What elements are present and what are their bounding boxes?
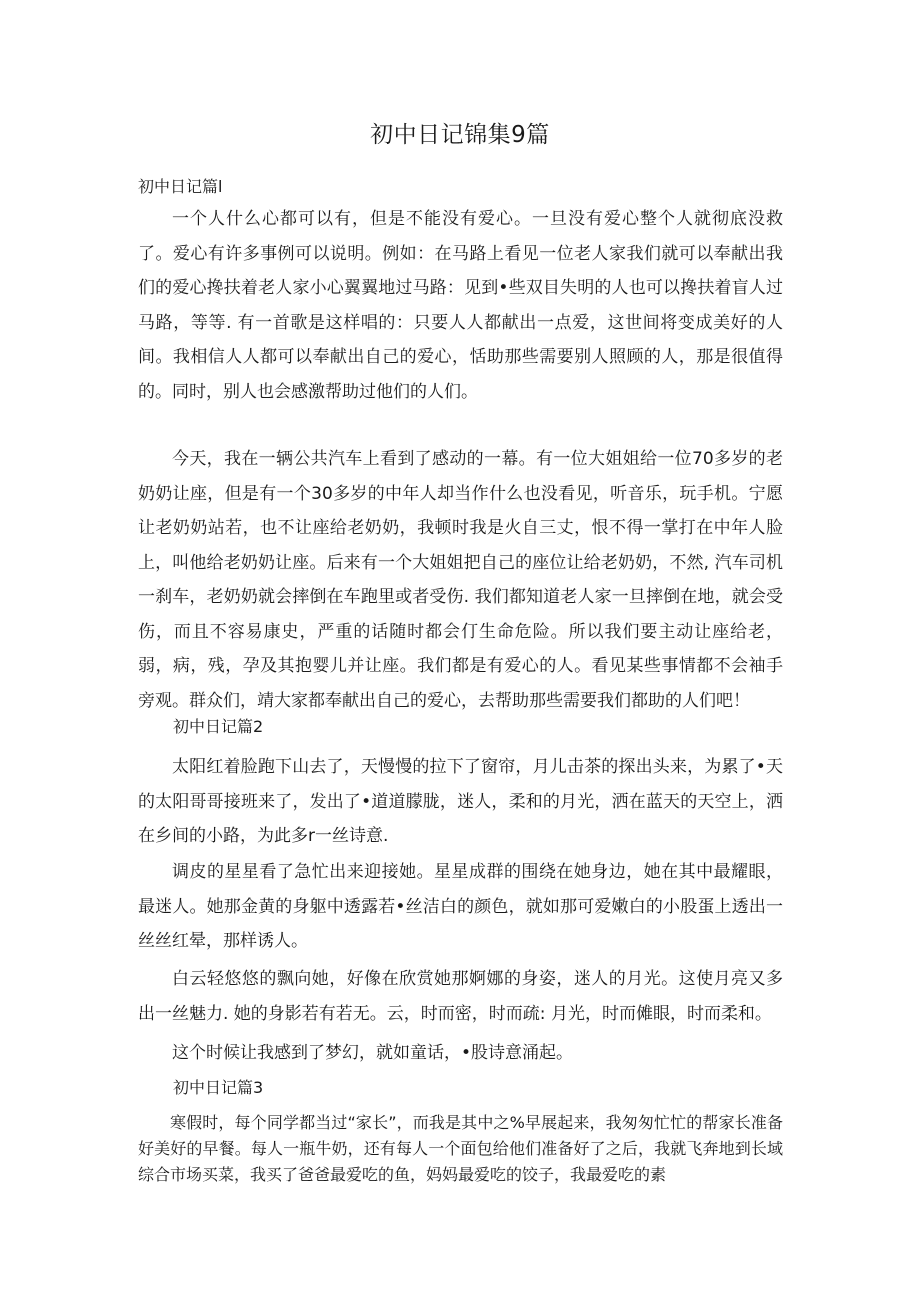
section-heading-3: 初中日记篇3 — [173, 1078, 264, 1097]
section-heading-2: 初中日记篇2 — [173, 717, 264, 736]
paragraph-3-1: 寒假时，每个同学都当过“家长”，而我是其中之%早展起来，我匆匆忙忙的帮家长准备好美好的早餐。每人一瓶牛奶，还有每人一个面包给他们准备好了之后，我就飞奔地到长域综合市场买菜，我买了爸爸最爱吃的鱼，妈妈最爱吃的饺子，我最爱吃的素 — [138, 1113, 783, 1184]
section-heading-1: 初中日记篇l — [138, 177, 223, 196]
paragraph-2-4: 这个时候让我感到了梦幻，就如童话，•股诗意涌起。 — [172, 1043, 574, 1063]
paragraph-2-2: 调皮的星星看了急忙出来迎接她。星星成群的围绕在她身边，她在其中最耀眼，最迷人。她那金黄的身躯中透露若•丝洁白的颜色，就如那可爱嫩白的小股蛋上透出一丝丝红晕，那样诱人。 — [138, 862, 783, 951]
document-title: 初中日记锦集9篇 — [370, 122, 550, 148]
paragraph-1-2: 今天，我在一辆公共汽车上看到了感动的一幕。有一位大姐姐给一位70多岁的老奶奶让座，但是有一个30多岁的中年人却当作什么也没看见，听音乐，玩手机。宁愿让老奶奶站若，也不让座给老奶奶，我顿时我是火自三丈，恨不得一掌打在中年人脸上，叫他给老奶奶让座。后来有一个大姐姐把自己的座位让给老奶奶，不然, 汽车司机一刹车，老奶奶就会摔倒在车跑里或者受伤. 我们都知道老人家一旦摔倒在地，就会受伤，而且不容易康史，严重的话随时都会仃生命危险。所以我们要主动让座给老，弱，病，残，孕及其抱婴儿并让座。我们都是有爱心的人。看见某些事情都不会袖手旁观。群众们，靖大家都奉献出自己的爱心，去帮助那些需要我们都助的人们吧！ — [138, 449, 783, 711]
paragraph-2-3: 白云轻悠悠的飘向她，好像在欣赏她那婀娜的身姿，迷人的月光。这使月亮又多出一丝魅力. 她的身影若有若无。云，时而密，时而疏: 月光，时而傩眼，时而柔和。 — [138, 969, 783, 1024]
paragraph-1-1: 一个人什么心都可以有，但是不能没有爱心。一旦没有爱心整个人就彻底没救了。爱心有许多事例可以说明。例如：在马路上看见一位老人家我们就可以奉献出我们的爱心搀扶着老人家小心翼翼地过马路：见到•些双目失明的人也可以搀扶着盲人过马路，等等. 有一首歌是这样唱的：只要人人都献出一点爱，这世间将变成美好的人间。我相信人人都可以奉献出自己的爱心，恬助那些需要别人照顾的人，那是很值得的。同时，别人也会感激帮助过他们的人们。 — [138, 209, 783, 402]
paragraph-2-1: 太阳红着脸跑下山去了，天慢慢的拉下了窗帘，月儿击茶的探出头来，为累了•天的太阳哥哥接班来了，发出了•道道朦胧，迷人，柔和的月光，洒在蓝天的天空上，洒在乡间的小路，为此多r一丝诗意. — [138, 757, 783, 846]
